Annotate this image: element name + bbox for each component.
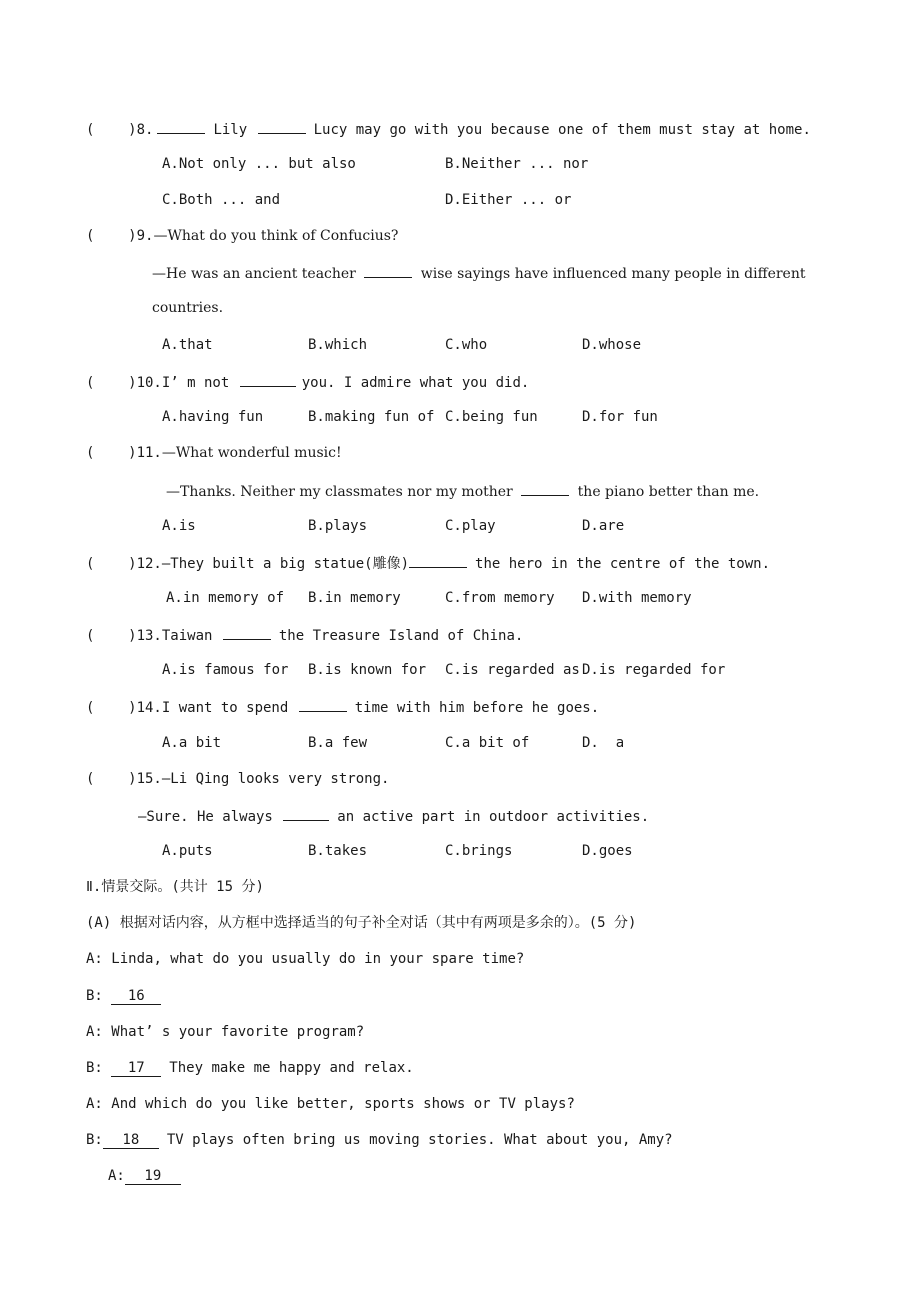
dialog-line — [86, 950, 524, 968]
dialog-line — [86, 1095, 575, 1113]
question-10-stem — [86, 372, 529, 392]
option-b[interactable]: B.which — [308, 337, 368, 353]
option-c[interactable]: C.brings — [445, 843, 513, 859]
speaker: A: — [86, 951, 103, 967]
question-number: ( )13. — [86, 628, 162, 644]
section-title: Ⅱ.情景交际。(共计 15 分) — [86, 879, 264, 895]
option-d[interactable]: D.with memory — [582, 590, 692, 606]
question-number: ( )11. — [86, 445, 162, 461]
stem-text: —He was an ancient teacher — [152, 266, 356, 282]
answer-blank[interactable] — [364, 263, 412, 278]
question-number: ( )15. — [86, 771, 162, 787]
option-d[interactable]: D.is regarded for — [582, 662, 726, 678]
stem-text: the hero in the centre of the town. — [475, 556, 771, 572]
option-b[interactable]: B.is known for — [308, 662, 427, 678]
option-b[interactable]: B.Neither ... nor — [445, 156, 589, 172]
option-a[interactable]: A.a bit — [162, 735, 222, 751]
question-13-stem — [86, 625, 523, 645]
dialog-text: And which do you like better, sports shows or TV plays? — [111, 1096, 575, 1112]
option-c[interactable]: C.who — [445, 337, 488, 353]
option-a[interactable]: A.in memory of — [166, 590, 285, 606]
stem-text: —They built a big statue(雕像) — [161, 556, 410, 572]
answer-blank-16[interactable]: 16 — [111, 988, 161, 1005]
answer-blank[interactable] — [258, 119, 306, 134]
question-12-stem — [86, 553, 770, 573]
question-15-stem — [86, 770, 389, 788]
option-b[interactable]: B.plays — [308, 518, 368, 534]
question-9-line2 — [152, 263, 805, 283]
stem-text: —Sure. He always — [138, 809, 273, 825]
option-d[interactable]: D.for fun — [582, 409, 658, 425]
stem-text: wise sayings have influenced many people in different — [420, 266, 806, 282]
stem-text: time with him before he goes. — [354, 700, 600, 716]
dialog-text: What’ s your favorite program? — [111, 1024, 365, 1040]
answer-blank[interactable] — [409, 553, 467, 568]
option-d[interactable]: D.Either ... or — [445, 192, 572, 208]
section-instruction: (A) 根据对话内容，从方框中选择适当的句子补全对话（其中有两项是多余的）。(5 分) — [86, 915, 637, 931]
option-d[interactable]: D.goes — [582, 843, 633, 859]
question-number: ( )12. — [86, 556, 162, 572]
answer-blank[interactable] — [521, 481, 569, 496]
question-8-stem — [86, 119, 811, 139]
stem-text: —What wonderful music! — [161, 445, 342, 461]
stem-text: an active part in outdoor activities. — [337, 809, 650, 825]
option-a[interactable]: A.is famous for — [162, 662, 289, 678]
stem-text: —Li Qing looks very strong. — [161, 771, 390, 787]
question-9-stem — [86, 227, 398, 245]
stem-text: —Thanks. Neither my classmates nor my mother — [166, 484, 513, 500]
option-a[interactable]: A.Not only ... but also — [162, 156, 356, 172]
stem-text: Taiwan — [161, 628, 213, 644]
dialog-line — [108, 1167, 181, 1185]
dialog-line — [86, 1023, 364, 1041]
option-a[interactable]: A.having fun — [162, 409, 264, 425]
option-d[interactable]: D.whose — [582, 337, 642, 353]
option-b[interactable]: B.making fun of — [308, 409, 435, 425]
stem-text: Lily — [213, 122, 248, 138]
question-11-line2 — [166, 481, 759, 501]
option-a[interactable]: A.puts — [162, 843, 213, 859]
dialog-text: TV plays often bring us moving stories. What about you, Amy? — [166, 1132, 673, 1148]
stem-text: I want to spend — [161, 700, 289, 716]
question-number: ( )9. — [86, 228, 154, 244]
dialog-line — [86, 1131, 673, 1149]
question-number: ( )14. — [86, 700, 162, 716]
dialog-line — [86, 1059, 414, 1077]
answer-blank[interactable] — [157, 119, 205, 134]
option-c[interactable]: C.being fun — [445, 409, 538, 425]
option-b[interactable]: B.in memory — [308, 590, 401, 606]
question-11-stem — [86, 444, 342, 462]
question-14-stem — [86, 697, 599, 717]
option-d[interactable]: D.are — [582, 518, 625, 534]
option-b[interactable]: B.a few — [308, 735, 368, 751]
stem-text: I’ m not — [161, 375, 230, 391]
speaker: B: — [86, 1132, 103, 1148]
speaker: A: — [86, 1024, 103, 1040]
answer-blank-19[interactable]: 19 — [125, 1168, 181, 1185]
stem-text: —What do you think of Confucius? — [153, 228, 399, 244]
answer-blank[interactable] — [299, 697, 347, 712]
stem-text: the Treasure Island of China. — [278, 628, 524, 644]
option-a[interactable]: A.is — [162, 518, 196, 534]
dialog-text: They make me happy and relax. — [169, 1060, 414, 1076]
stem-text: the piano better than me. — [577, 484, 760, 500]
answer-blank[interactable] — [240, 372, 296, 387]
option-c[interactable]: C.a bit of — [445, 735, 530, 751]
stem-text: Lucy may go with you because one of them must stay at home. — [313, 122, 811, 138]
speaker: B: — [86, 988, 103, 1004]
option-c[interactable]: C.from memory — [445, 590, 555, 606]
speaker: A: — [86, 1096, 103, 1112]
option-c[interactable]: C.Both ... and — [162, 192, 281, 208]
dialog-line — [86, 987, 161, 1005]
question-number: ( )8. — [86, 122, 154, 138]
option-c[interactable]: C.is regarded as — [445, 662, 580, 678]
option-d[interactable]: D. a — [582, 735, 625, 751]
option-b[interactable]: B.takes — [308, 843, 368, 859]
speaker: A: — [108, 1168, 125, 1184]
answer-blank-18[interactable]: 18 — [103, 1132, 159, 1149]
option-c[interactable]: C.play — [445, 518, 496, 534]
question-number: ( )10. — [86, 375, 162, 391]
question-9-line3: countries. — [152, 300, 224, 316]
question-15-line2 — [138, 806, 649, 826]
answer-blank[interactable] — [283, 806, 329, 821]
speaker: B: — [86, 1060, 103, 1076]
stem-text: you. I admire what you did. — [301, 375, 530, 391]
option-a[interactable]: A.that — [162, 337, 213, 353]
dialog-text: Linda, what do you usually do in your spare time? — [111, 951, 525, 967]
answer-blank[interactable] — [223, 625, 271, 640]
answer-blank-17[interactable]: 17 — [111, 1060, 161, 1077]
